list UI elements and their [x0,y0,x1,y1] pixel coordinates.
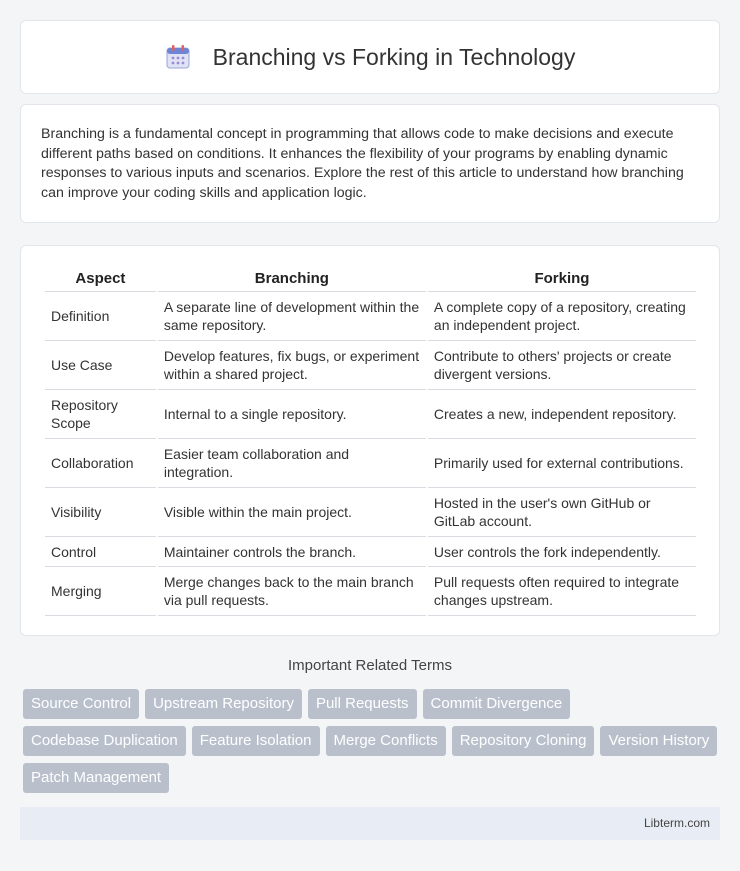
tag-source-control[interactable]: Source Control [23,689,139,719]
table-cell: Collaboration [45,439,156,488]
table-row [45,292,696,341]
footer-site-link[interactable]: Libterm.com [643,816,710,830]
table-cell: A separate line of development within the same repository. [158,292,426,341]
table-cell: Merging [45,567,156,616]
table-cell: Hosted in the user's own GitHub or GitLab account. [428,488,696,537]
table-cell: Pull requests often required to integrate changes upstream. [428,567,696,616]
tag-repository-cloning[interactable]: Repository Cloning [452,726,595,756]
tag-pull-requests[interactable]: Pull Requests [308,689,417,719]
tag-codebase-duplication[interactable]: Codebase Duplication [23,726,186,756]
tag-feature-isolation[interactable]: Feature Isolation [192,726,320,756]
table-cell: Internal to a single repository. [158,390,426,439]
table-cell: Primarily used for external contributions. [428,439,696,488]
table-row [45,567,696,616]
table-cell: Visibility [45,488,156,537]
comparison-table-card [20,245,720,636]
related-terms-title: Important Related Terms [288,657,452,674]
comparison-table [43,266,698,616]
page-title: Branching vs Forking in Technology [212,43,576,70]
table-header-aspect: Aspect [45,266,156,292]
table-header-branching: Branching [158,266,426,292]
table-cell: Use Case [45,341,156,390]
intro-card [20,104,720,223]
table-cell: Merge changes back to the main branch via pull requests. [158,567,426,616]
table-cell: Easier team collaboration and integration. [158,439,426,488]
tag-version-history[interactable]: Version History [600,726,717,756]
table-header-forking: Forking [428,266,696,292]
table-cell: Creates a new, independent repository. [428,390,696,439]
related-terms-tags [23,689,723,793]
table-cell: Repository Scope [45,390,156,439]
table-row [45,488,696,537]
table-cell: A complete copy of a repository, creating an independent project. [428,292,696,341]
table-row [45,537,696,567]
table-row [45,439,696,488]
table-cell: Visible within the main project. [158,488,426,537]
table-row [45,341,696,390]
table-cell: Control [45,537,156,567]
footer [20,807,720,840]
tag-upstream-repository[interactable]: Upstream Repository [145,689,302,719]
table-cell: Maintainer controls the branch. [158,537,426,567]
tag-merge-conflicts[interactable]: Merge Conflicts [326,726,446,756]
calendar-icon [165,44,191,70]
table-cell: Definition [45,292,156,341]
table-cell: User controls the fork independently. [428,537,696,567]
header-card [20,20,720,94]
table-row [45,390,696,439]
table-cell: Contribute to others' projects or create divergent versions. [428,341,696,390]
table-cell: Develop features, fix bugs, or experiment within a shared project. [158,341,426,390]
intro-text: Branching is a fundamental concept in programming that allows code to make decisions and execute different paths based on conditions. It enhances the flexibility of your programs by enabling dynamic responses to various inputs and scenarios. Explore the rest of this article to understand how branching can improve your coding skills and application logic. [41,126,684,201]
tag-commit-divergence[interactable]: Commit Divergence [423,689,571,719]
tag-patch-management[interactable]: Patch Management [23,763,169,793]
